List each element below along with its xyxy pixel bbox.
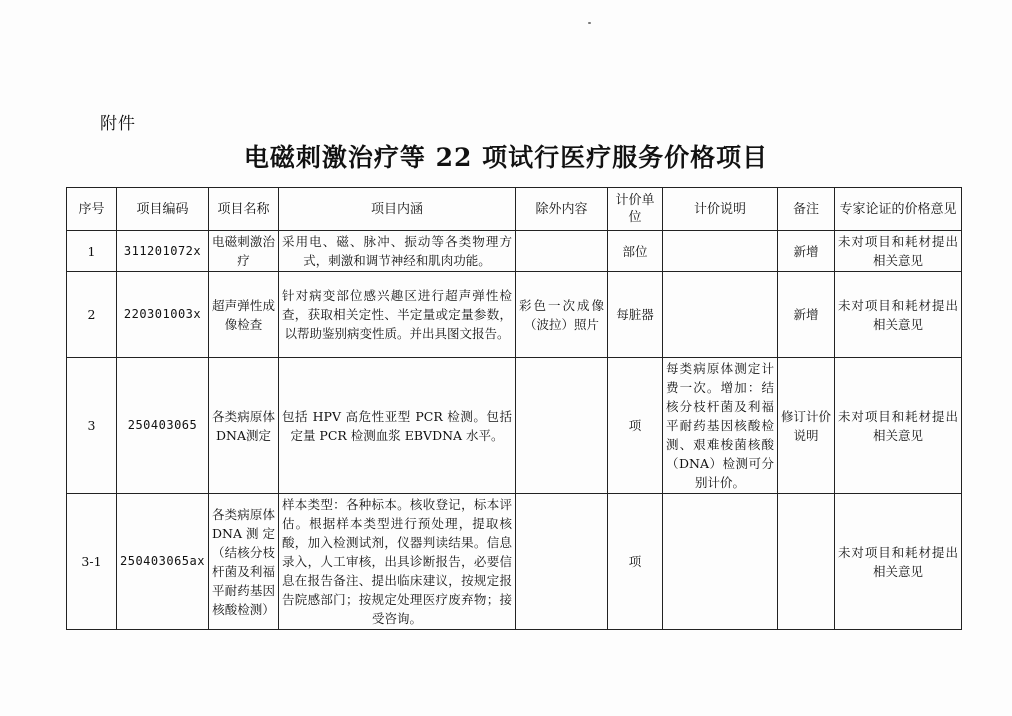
- cell-code: 311201072x: [117, 231, 209, 272]
- col-header-pricing-note: 计价说明: [663, 188, 778, 231]
- col-header-no: 序号: [67, 188, 117, 231]
- col-header-name: 项目名称: [209, 188, 279, 231]
- col-header-excluded: 除外内容: [516, 188, 608, 231]
- cell-unit: 项: [608, 358, 663, 494]
- col-header-remark: 备注: [778, 188, 835, 231]
- cell-code: 250403065ax: [117, 494, 209, 630]
- cell-name: 各类病原体DNA测定: [209, 358, 279, 494]
- cell-no: 3: [67, 358, 117, 494]
- cell-remark: 新增: [778, 272, 835, 358]
- cell-excluded: 彩色一次成像（波拉）照片: [516, 272, 608, 358]
- cell-content: 样本类型：各种标本。核收登记，标本评估。根据样本类型进行预处理，提取核酸，加入检测试剂，仪器判读结果。信息录入，人工审核，出具诊断报告，必要信息在报告备注、提出临床建议，按规定报告院感部门；按规定处理医疗废弃物；接受咨询。: [279, 494, 516, 630]
- cell-expert-opinion: 未对项目和耗材提出相关意见: [835, 272, 962, 358]
- cell-pricing-note: 每类病原体测定计费一次。增加：结核分枝杆菌及利福平耐药基因核酸检测、艰难梭菌核酸（DNA）检测可分别计价。: [663, 358, 778, 494]
- cell-content: 包括 HPV 高危性亚型 PCR 检测。包括定量 PCR 检测血浆 EBVDNA 水平。: [279, 358, 516, 494]
- col-header-expert-opinion: 专家论证的价格意见: [835, 188, 962, 231]
- cell-content: 针对病变部位感兴趣区进行超声弹性检查，获取相关定性、半定量或定量参数，以帮助鉴别病变性质。并出具图文报告。: [279, 272, 516, 358]
- cell-code: 220301003x: [117, 272, 209, 358]
- table-row: [67, 272, 962, 358]
- cell-no: 3-1: [67, 494, 117, 630]
- cell-unit: 部位: [608, 231, 663, 272]
- cell-expert-opinion: 未对项目和耗材提出相关意见: [835, 231, 962, 272]
- cell-pricing-note: [663, 231, 778, 272]
- col-header-code: 项目编码: [117, 188, 209, 231]
- cell-pricing-note: [663, 494, 778, 630]
- table-header-row: [67, 188, 962, 231]
- price-items-table: [66, 187, 962, 630]
- cell-remark: [778, 494, 835, 630]
- cell-code: 250403065: [117, 358, 209, 494]
- cell-unit: 项: [608, 494, 663, 630]
- cell-remark: 修订计价说明: [778, 358, 835, 494]
- attachment-label: 附件: [100, 114, 136, 134]
- cell-name: 各类病原体DNA测定（结核分枝杆菌及利福平耐药基因核酸检测）: [209, 494, 279, 630]
- cell-excluded: [516, 231, 608, 272]
- col-header-unit: 计价单位: [608, 188, 663, 231]
- cell-excluded: [516, 494, 608, 630]
- cell-content: 采用电、磁、脉冲、振动等各类物理方式，刺激和调节神经和肌肉功能。: [279, 231, 516, 272]
- col-header-content: 项目内涵: [279, 188, 516, 231]
- cell-unit: 每脏器: [608, 272, 663, 358]
- document-title: 电磁刺激治疗等 22 项试行医疗服务价格项目: [243, 143, 769, 172]
- table-row: [67, 494, 962, 630]
- scan-speck: [588, 22, 591, 24]
- cell-no: 1: [67, 231, 117, 272]
- cell-no: 2: [67, 272, 117, 358]
- table-row: [67, 358, 962, 494]
- cell-excluded: [516, 358, 608, 494]
- cell-name: 超声弹性成像检查: [209, 272, 279, 358]
- cell-name: 电磁刺激治疗: [209, 231, 279, 272]
- cell-expert-opinion: 未对项目和耗材提出相关意见: [835, 494, 962, 630]
- table-row: [67, 231, 962, 272]
- cell-remark: 新增: [778, 231, 835, 272]
- cell-pricing-note: [663, 272, 778, 358]
- cell-expert-opinion: 未对项目和耗材提出相关意见: [835, 358, 962, 494]
